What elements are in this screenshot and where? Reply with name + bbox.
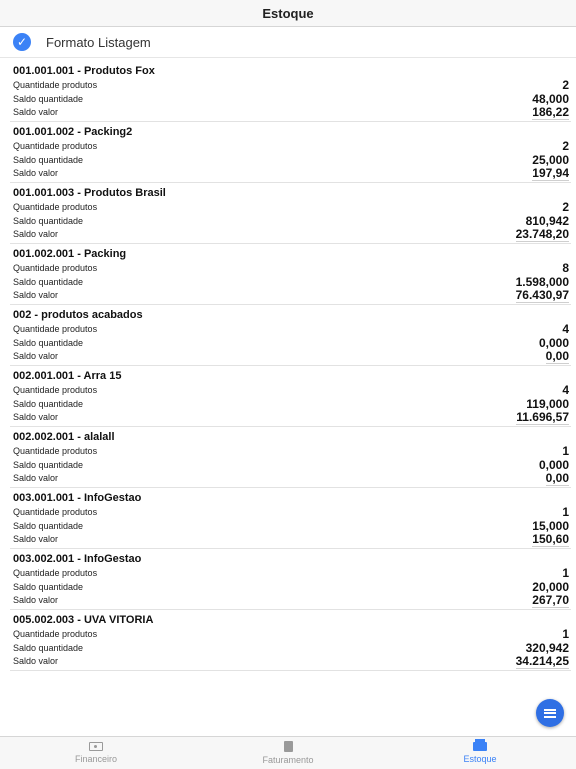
menu-fab-button[interactable] (536, 699, 564, 727)
balance-qty-label: Saldo quantidade (13, 460, 84, 470)
qty-products-label: Quantidade produtos (13, 263, 98, 273)
qty-products-value: 1 (562, 505, 569, 519)
balance-value-label: Saldo valor (13, 290, 59, 300)
qty-products-value: 4 (562, 322, 569, 336)
item-title: 003.001.001 - InfoGestao (13, 492, 142, 504)
balance-value-label: Saldo valor (13, 473, 59, 483)
list-item[interactable] (10, 306, 571, 366)
balance-value-label: Saldo valor (13, 168, 59, 178)
check-icon[interactable]: ✓ (13, 33, 31, 51)
box-icon (473, 742, 487, 751)
balance-value-value: 0,00 (545, 349, 569, 363)
list-item[interactable] (10, 611, 571, 671)
list-item[interactable] (10, 489, 571, 549)
page-title: Estoque (262, 5, 314, 21)
list-item[interactable] (10, 428, 571, 488)
qty-products-value: 8 (562, 261, 569, 275)
qty-products-value: 1 (562, 444, 569, 458)
tab-estoque-label: Estoque (463, 754, 497, 764)
balance-qty-value: 0,000 (538, 458, 569, 472)
tab-financeiro[interactable] (0, 737, 192, 769)
item-title: 001.002.001 - Packing (13, 248, 127, 260)
qty-products-value: 2 (562, 78, 569, 92)
qty-products-label: Quantidade produtos (13, 629, 98, 639)
qty-products-label: Quantidade produtos (13, 446, 98, 456)
qty-products-label: Quantidade produtos (13, 324, 98, 334)
bottom-tab-bar (0, 736, 576, 769)
balance-qty-label: Saldo quantidade (13, 216, 84, 226)
qty-products-label: Quantidade produtos (13, 141, 98, 151)
list-item[interactable] (10, 62, 571, 122)
qty-products-label: Quantidade produtos (13, 202, 98, 212)
balance-value-label: Saldo valor (13, 595, 59, 605)
balance-value-label: Saldo valor (13, 229, 59, 239)
balance-value-value: 11.696,57 (516, 410, 569, 424)
list-item[interactable] (10, 245, 571, 305)
stock-list (10, 62, 571, 672)
balance-value-label: Saldo valor (13, 534, 59, 544)
balance-qty-label: Saldo quantidade (13, 277, 84, 287)
list-item[interactable] (10, 184, 571, 244)
balance-value-value: 197,94 (532, 166, 569, 180)
tab-faturamento-label: Faturamento (262, 755, 314, 765)
item-title: 005.002.003 - UVA VITORIA (13, 614, 154, 626)
balance-value-value: 0,00 (545, 471, 569, 485)
balance-qty-label: Saldo quantidade (13, 521, 84, 531)
qty-products-label: Quantidade produtos (13, 80, 98, 90)
item-title: 001.001.002 - Packing2 (13, 126, 133, 138)
tab-faturamento[interactable] (192, 737, 384, 769)
balance-value-label: Saldo valor (13, 656, 59, 666)
balance-value-value: 23.748,20 (515, 227, 569, 241)
qty-products-label: Quantidade produtos (13, 507, 98, 517)
balance-value-value: 186,22 (532, 105, 569, 119)
qty-products-label: Quantidade produtos (13, 568, 98, 578)
balance-value-value: 76.430,97 (515, 288, 569, 302)
balance-qty-value: 20,000 (532, 580, 569, 594)
money-icon (89, 742, 103, 751)
balance-qty-value: 119,000 (526, 397, 569, 411)
list-item[interactable] (10, 550, 571, 610)
balance-qty-value: 810,942 (525, 214, 569, 228)
balance-value-label: Saldo valor (13, 107, 59, 117)
balance-qty-label: Saldo quantidade (13, 155, 84, 165)
list-item[interactable] (10, 367, 571, 427)
balance-qty-value: 1.598,000 (515, 275, 569, 289)
balance-qty-value: 0,000 (538, 336, 569, 350)
balance-qty-label: Saldo quantidade (13, 582, 84, 592)
item-title: 002 - produtos acabados (13, 309, 143, 321)
balance-value-value: 34.214,25 (515, 654, 569, 668)
item-title: 001.001.003 - Produtos Brasil (13, 187, 166, 199)
balance-qty-value: 25,000 (532, 153, 569, 167)
item-title: 001.001.001 - Produtos Fox (13, 65, 155, 77)
balance-qty-value: 48,000 (532, 92, 569, 106)
qty-products-value: 4 (562, 383, 569, 397)
item-title: 003.002.001 - InfoGestao (13, 553, 142, 565)
list-item[interactable] (10, 123, 571, 183)
document-icon (284, 741, 293, 752)
tab-estoque[interactable] (384, 737, 576, 769)
balance-value-label: Saldo valor (13, 412, 59, 422)
list-format-label: Formato Listagem (46, 34, 151, 50)
page-header (0, 0, 576, 27)
balance-qty-label: Saldo quantidade (13, 338, 84, 348)
balance-qty-label: Saldo quantidade (13, 94, 84, 104)
menu-icon (544, 709, 556, 718)
balance-value-value: 267,70 (532, 593, 569, 607)
qty-products-label: Quantidade produtos (13, 385, 98, 395)
tab-financeiro-label: Financeiro (74, 754, 118, 764)
qty-products-value: 2 (562, 200, 569, 214)
balance-qty-label: Saldo quantidade (13, 643, 84, 653)
balance-qty-value: 320,942 (525, 641, 569, 655)
balance-qty-value: 15,000 (532, 519, 569, 533)
item-title: 002.001.001 - Arra 15 (13, 370, 122, 382)
qty-products-value: 1 (562, 627, 569, 641)
item-title: 002.002.001 - alalall (13, 431, 115, 443)
balance-value-value: 150,60 (532, 532, 569, 546)
balance-qty-label: Saldo quantidade (13, 399, 84, 409)
balance-value-label: Saldo valor (13, 351, 59, 361)
qty-products-value: 2 (562, 139, 569, 153)
list-format-toggle[interactable] (0, 27, 576, 58)
qty-products-value: 1 (562, 566, 569, 580)
